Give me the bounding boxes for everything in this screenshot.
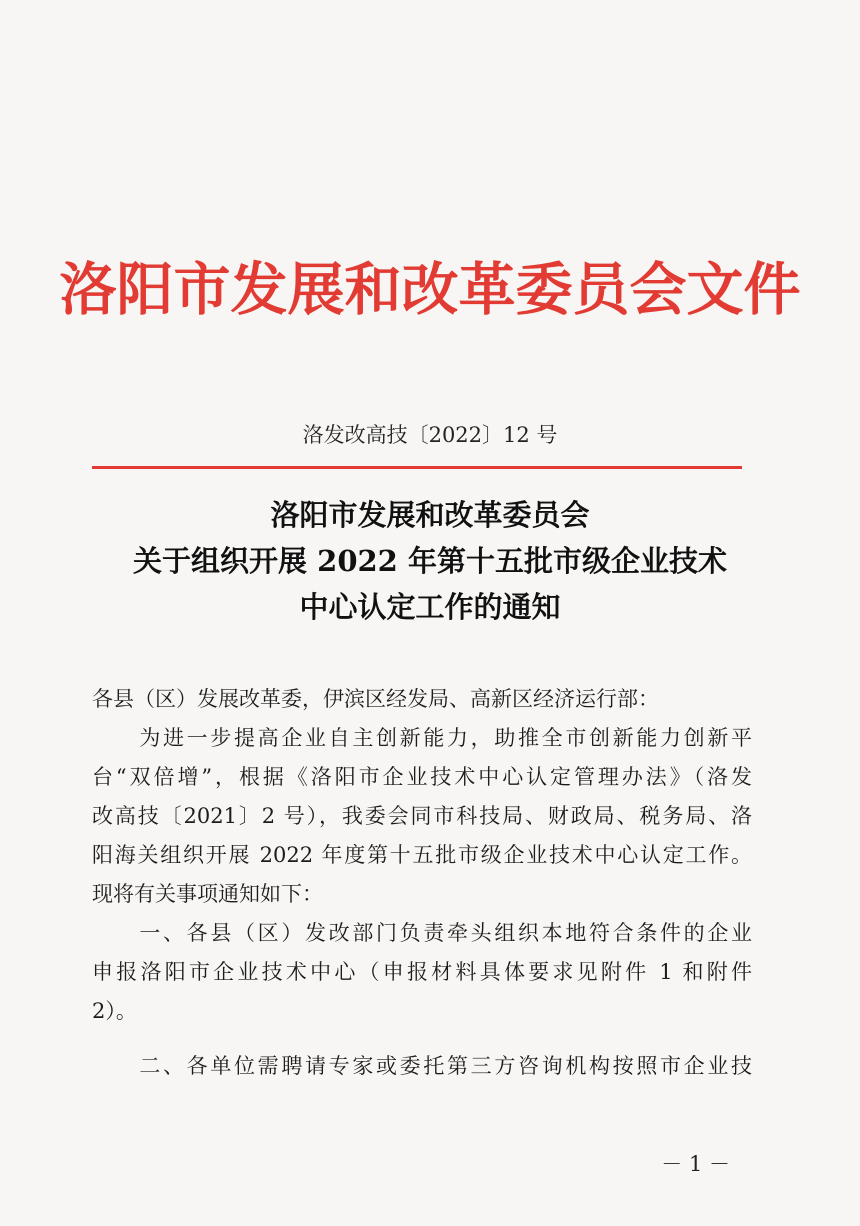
red-divider-line [92,466,742,469]
notice-title-line-3: 中心认定工作的通知 [299,590,561,624]
paragraph-1-line-5: 现将有关事项通知如下： [92,882,323,906]
paragraph-2-line-1: 一、各县（区）发改部门负责牵头组织本地符合条件的企业 [92,921,752,945]
paragraph-3-line-1: 二、各单位需聘请专家或委托第三方咨询机构按照市企业技 [92,1054,752,1078]
paragraph-2-line-3: 2）。 [92,999,137,1023]
paragraph-1-line-2: 台“双倍增”，根据《洛阳市企业技术中心认定管理办法》（洛发 [92,765,752,789]
paragraph-2-line-2: 申报洛阳市企业技术中心（申报材料具体要求见附件 1 和附件 [92,960,752,984]
notice-title [0,492,860,630]
paragraph-gap [92,1031,752,1047]
paragraph-1-line-3: 改高技〔2021〕2 号），我委会同市科技局、财政局、税务局、洛 [92,804,752,828]
notice-title-line-1: 洛阳市发展和改革委员会 [270,498,590,532]
document-number: 洛发改高技〔2022〕12 号 [302,423,558,447]
paragraph-1-line-4: 阳海关组织开展 2022 年度第十五批市级企业技术中心认定工作。 [92,843,752,867]
notice-title-line-2: 关于组织开展 2022 年第十五批市级企业技术 [133,544,727,578]
paragraph-1-line-1: 为进一步提高企业自主创新能力，助推全市创新能力创新平 [92,726,752,750]
page-number: － 1 － [661,1152,730,1176]
masthead-title: 洛阳市发展和改革委员会文件 [59,256,801,323]
notice-body [92,680,752,1086]
addressee: 各县（区）发展改革委，伊滨区经发局、高新区经济运行部： [92,687,659,711]
